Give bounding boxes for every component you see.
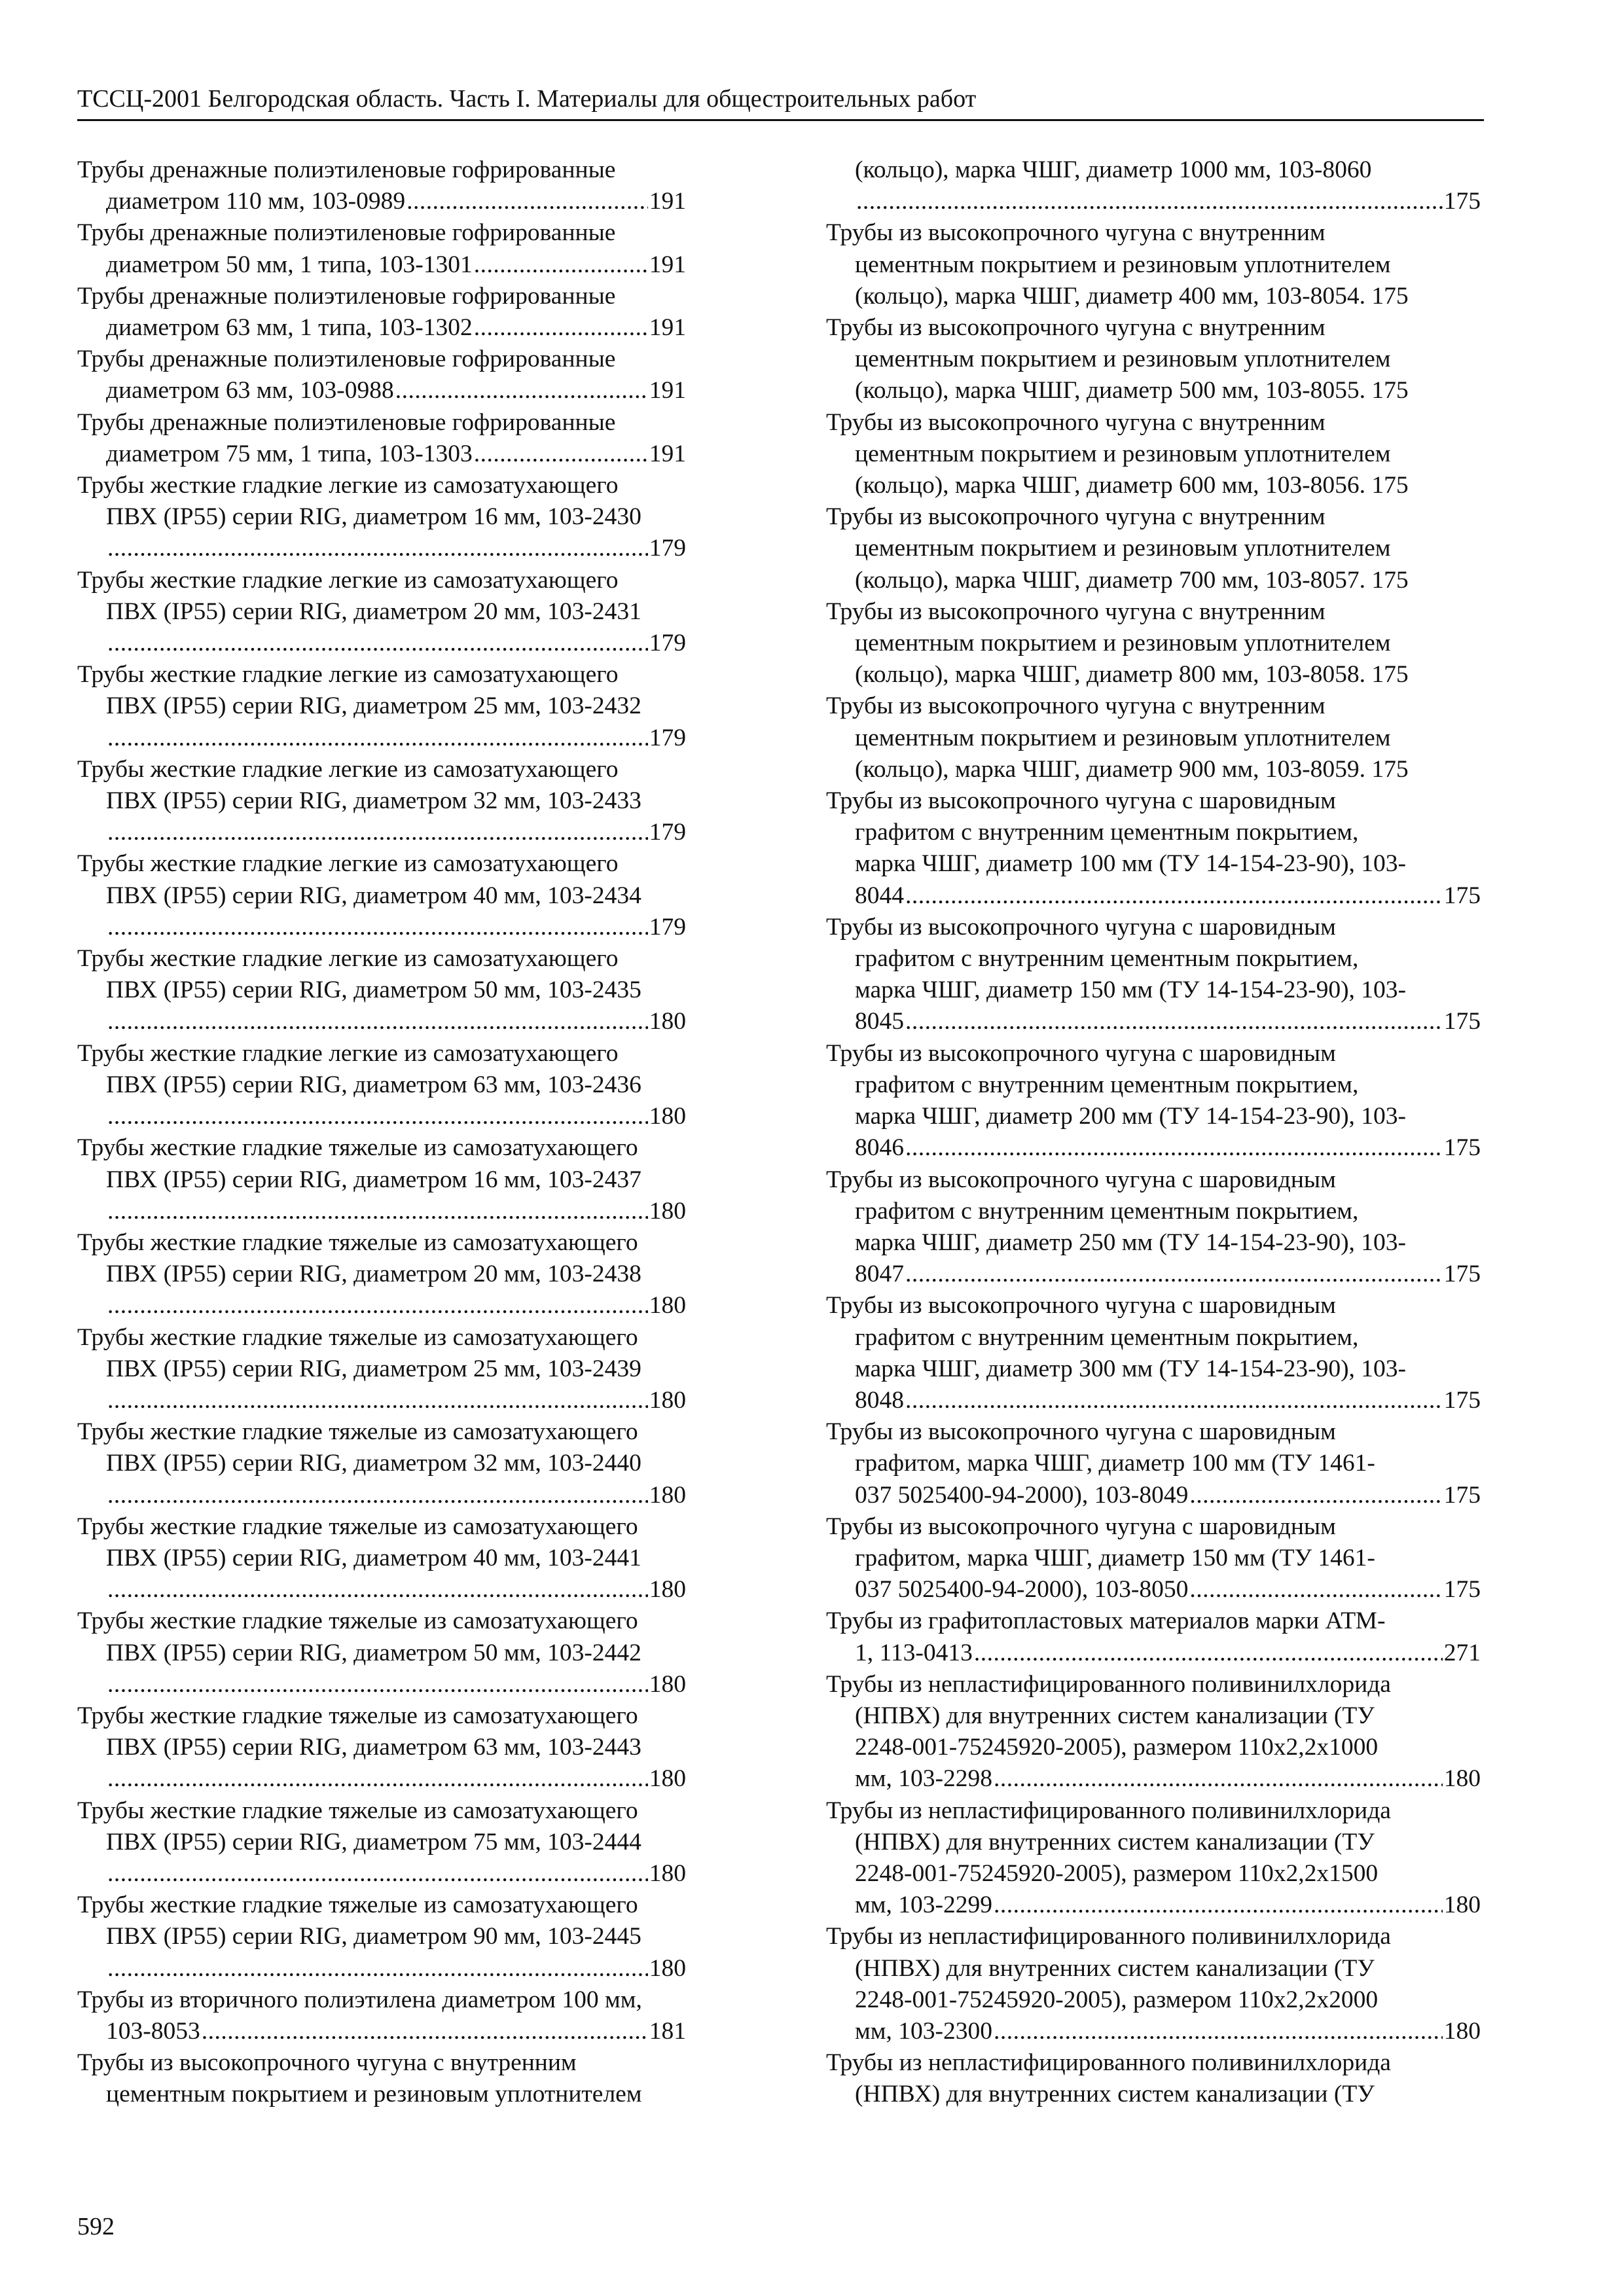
dot-leader bbox=[905, 880, 1443, 912]
index-entry bbox=[826, 1921, 1481, 2047]
entry-line: (кольцо), марка ЧШГ, диаметр 900 мм, 103-8059. 175 bbox=[855, 755, 1409, 783]
index-entry bbox=[77, 1605, 686, 1700]
entry-page-number: 179 bbox=[649, 724, 686, 751]
dot-leader bbox=[474, 249, 648, 281]
entry-line: 2248-001-75245920-2005), размером 110х2,2х1500 bbox=[855, 1859, 1379, 1887]
index-entry bbox=[77, 1984, 686, 2047]
entry-page-number: 175 bbox=[1443, 1576, 1481, 1604]
entry-line: ПВХ (IP55) серии RIG, диаметром 50 мм, 103-2435 bbox=[106, 977, 641, 1004]
dot-leader bbox=[107, 1196, 648, 1227]
entry-leader-line bbox=[77, 1763, 686, 1795]
index-entry bbox=[77, 1511, 686, 1606]
entry-leader-line bbox=[77, 1290, 686, 1321]
entry-line: ПВХ (IP55) серии RIG, диаметром 90 мм, 103-2445 bbox=[106, 1923, 641, 1950]
entry-line: Трубы из высокопрочного чугуна с внутренним bbox=[77, 2049, 577, 2077]
entry-page-number: 175 bbox=[1443, 1386, 1481, 1414]
entry-leader-line bbox=[826, 880, 1481, 912]
entry-leader-line bbox=[77, 628, 686, 659]
entry-page-number: 175 bbox=[1443, 882, 1481, 909]
index-entry bbox=[77, 344, 686, 406]
entry-page-number: 191 bbox=[649, 251, 686, 278]
dot-leader bbox=[107, 817, 648, 848]
dot-leader bbox=[994, 2016, 1443, 2047]
entry-line: графитом, марка ЧШГ, диаметр 150 мм (ТУ 1461- bbox=[855, 1544, 1375, 1571]
entry-page-number: 191 bbox=[649, 440, 686, 467]
entry-line: 2248-001-75245920-2005), размером 110х2,2х2000 bbox=[855, 1986, 1379, 2013]
entry-line: Трубы жесткие гладкие тяжелые из самозатухающего bbox=[77, 1323, 638, 1351]
entry-leader-line bbox=[77, 723, 686, 754]
entry-line: марка ЧШГ, диаметр 250 мм (ТУ 14-154-23-90), 103- bbox=[855, 1229, 1407, 1256]
entry-page-number: 180 bbox=[649, 1008, 686, 1035]
entry-line: Трубы жесткие гладкие тяжелые из самозатухающего bbox=[77, 1513, 638, 1540]
dot-leader bbox=[856, 186, 1443, 217]
index-entry bbox=[826, 1669, 1481, 1795]
index-entry bbox=[826, 785, 1481, 912]
entry-page-number: 181 bbox=[649, 2017, 686, 2045]
index-entry bbox=[77, 943, 686, 1038]
entry-leader-line bbox=[77, 249, 686, 281]
dot-leader bbox=[974, 1638, 1443, 1669]
dot-leader bbox=[474, 312, 648, 344]
entry-line: Трубы из непластифицированного поливинилхлорида bbox=[826, 1923, 1391, 1950]
index-entry bbox=[77, 281, 686, 344]
entry-line: ПВХ (IP55) серии RIG, диаметром 50 мм, 103-2442 bbox=[106, 1639, 641, 1666]
index-entry bbox=[826, 691, 1481, 785]
entry-page-number: 180 bbox=[649, 1103, 686, 1130]
index-column-left bbox=[77, 154, 686, 2111]
entry-line: Трубы из непластифицированного поливинилхлорида bbox=[826, 1670, 1391, 1698]
index-entry bbox=[77, 1132, 686, 1227]
entry-line: ПВХ (IP55) серии RIG, диаметром 25 мм, 103-2439 bbox=[106, 1355, 641, 1382]
index-entry bbox=[77, 217, 686, 280]
index-entry bbox=[826, 501, 1481, 596]
entry-line: цементным покрытием и резиновым уплотнителем bbox=[855, 251, 1391, 278]
dot-leader bbox=[107, 1385, 648, 1416]
entry-leader-line bbox=[826, 2016, 1481, 2047]
index-entry bbox=[77, 754, 686, 849]
entry-line: Трубы из высокопрочного чугуна с шаровидным bbox=[826, 1292, 1336, 1319]
dot-leader bbox=[1189, 1574, 1442, 1605]
entry-line: 8046 bbox=[855, 1134, 904, 1162]
entry-line: диаметром 63 мм, 103-0988 bbox=[106, 377, 394, 404]
index-entry bbox=[77, 848, 686, 943]
dot-leader bbox=[1189, 1480, 1442, 1511]
entry-page-number: 180 bbox=[649, 1481, 686, 1509]
entry-line: диаметром 50 мм, 1 типа, 103-1301 bbox=[106, 251, 473, 278]
entry-line: ПВХ (IP55) серии RIG, диаметром 75 мм, 103-2444 bbox=[106, 1828, 641, 1856]
entry-line: марка ЧШГ, диаметр 300 мм (ТУ 14-154-23-90), 103- bbox=[855, 1355, 1407, 1382]
entry-page-number: 180 bbox=[649, 1859, 686, 1887]
entry-page-number: 175 bbox=[1443, 1481, 1481, 1509]
dot-leader bbox=[905, 1006, 1443, 1037]
entry-line: Трубы из высокопрочного чугуна с шаровидным bbox=[826, 1418, 1336, 1446]
entry-leader-line bbox=[826, 1385, 1481, 1416]
entry-line: графитом, марка ЧШГ, диаметр 100 мм (ТУ 1461- bbox=[855, 1450, 1375, 1477]
dot-leader bbox=[107, 723, 648, 754]
entry-leader-line bbox=[77, 186, 686, 217]
dot-leader bbox=[107, 1858, 648, 1890]
index-entry bbox=[826, 312, 1481, 407]
entry-line: Трубы жесткие гладкие тяжелые из самозатухающего bbox=[77, 1229, 638, 1256]
entry-line: диаметром 63 мм, 1 типа, 103-1302 bbox=[106, 314, 473, 342]
index-entry bbox=[77, 1890, 686, 1984]
entry-line: (НПВХ) для внутренних систем канализации (ТУ bbox=[855, 2081, 1375, 2108]
entry-line: Трубы дренажные полиэтиленовые гофрированные bbox=[77, 219, 616, 247]
entry-leader-line bbox=[77, 1385, 686, 1416]
entry-line: Трубы дренажные полиэтиленовые гофрированные bbox=[77, 156, 616, 183]
entry-leader-line bbox=[826, 1574, 1481, 1605]
entry-leader-line bbox=[77, 2016, 686, 2047]
entry-leader-line bbox=[77, 1101, 686, 1132]
entry-line: Трубы жесткие гладкие легкие из самозатухающего bbox=[77, 755, 619, 783]
entry-line: Трубы из непластифицированного поливинилхлорида bbox=[826, 2049, 1391, 2077]
entry-leader-line bbox=[826, 1259, 1481, 1290]
entry-page-number: 191 bbox=[649, 314, 686, 342]
index-entry bbox=[826, 217, 1481, 312]
entry-leader-line bbox=[826, 1480, 1481, 1511]
entry-line: цементным покрытием и резиновым уплотнителем bbox=[106, 2081, 642, 2108]
index-entry bbox=[826, 1038, 1481, 1164]
entry-line: Трубы из высокопрочного чугуна с внутренним bbox=[826, 503, 1326, 531]
dot-leader bbox=[905, 1132, 1443, 1164]
entry-line: графитом с внутренним цементным покрытием, bbox=[855, 1071, 1359, 1098]
entry-line: (кольцо), марка ЧШГ, диаметр 700 мм, 103-8057. 175 bbox=[855, 566, 1409, 594]
entry-line: графитом с внутренним цементным покрытием, bbox=[855, 819, 1359, 846]
page-number: 592 bbox=[77, 2213, 115, 2240]
entry-line: графитом с внутренним цементным покрытием, bbox=[855, 1323, 1359, 1351]
entry-line: Трубы жесткие гладкие легкие из самозатухающего bbox=[77, 661, 619, 689]
index-entry bbox=[77, 1795, 686, 1890]
entry-leader-line bbox=[826, 1638, 1481, 1669]
entry-leader-line bbox=[826, 1890, 1481, 1921]
index-entry bbox=[826, 596, 1481, 691]
entry-line: (кольцо), марка ЧШГ, диаметр 800 мм, 103-8058. 175 bbox=[855, 661, 1409, 689]
index-entry bbox=[77, 154, 686, 217]
entry-leader-line bbox=[77, 817, 686, 848]
entry-line: Трубы жесткие гладкие легкие из самозатухающего bbox=[77, 945, 619, 973]
entry-leader-line bbox=[77, 1953, 686, 1984]
index-entry bbox=[77, 659, 686, 754]
entry-leader-line bbox=[77, 1574, 686, 1605]
entry-line: 8047 bbox=[855, 1261, 904, 1288]
entry-line: Трубы из непластифицированного поливинилхлорида bbox=[826, 1797, 1391, 1824]
entry-line: Трубы из высокопрочного чугуна с внутренним bbox=[826, 408, 1326, 436]
entry-page-number: 179 bbox=[649, 630, 686, 657]
entry-page-number: 180 bbox=[1443, 1892, 1481, 1919]
entry-line: 037 5025400-94-2000), 103-8049 bbox=[855, 1481, 1189, 1509]
index-entry bbox=[826, 1290, 1481, 1416]
index-entry bbox=[826, 1605, 1481, 1668]
entry-line: Трубы жесткие гладкие тяжелые из самозатухающего bbox=[77, 1797, 638, 1824]
entry-leader-line bbox=[77, 439, 686, 470]
entry-line: Трубы дренажные полиэтиленовые гофрированные bbox=[77, 408, 616, 436]
dot-leader bbox=[107, 1953, 648, 1984]
dot-leader bbox=[107, 1669, 648, 1700]
entry-page-number: 180 bbox=[649, 1292, 686, 1319]
dot-leader bbox=[107, 1006, 648, 1037]
entry-line: 037 5025400-94-2000), 103-8050 bbox=[855, 1576, 1189, 1604]
entry-line: ПВХ (IP55) серии RIG, диаметром 63 мм, 103-2443 bbox=[106, 1734, 641, 1761]
entry-page-number: 180 bbox=[649, 1197, 686, 1225]
index-entry bbox=[77, 1227, 686, 1322]
entry-line: Трубы жесткие гладкие тяжелые из самозатухающего bbox=[77, 1702, 638, 1729]
entry-line: Трубы жесткие гладкие легкие из самозатухающего bbox=[77, 472, 619, 499]
entry-line: ПВХ (IP55) серии RIG, диаметром 20 мм, 103-2431 bbox=[106, 598, 641, 625]
entry-line: Трубы жесткие гладкие тяжелые из самозатухающего bbox=[77, 1607, 638, 1635]
entry-line: (НПВХ) для внутренних систем канализации (ТУ bbox=[855, 1828, 1375, 1856]
entry-line: ПВХ (IP55) серии RIG, диаметром 40 мм, 103-2441 bbox=[106, 1544, 641, 1571]
entry-line: Трубы жесткие гладкие тяжелые из самозатухающего bbox=[77, 1134, 638, 1162]
entry-line: Трубы из высокопрочного чугуна с внутренним bbox=[826, 219, 1326, 247]
entry-page-number: 180 bbox=[1443, 1765, 1481, 1793]
entry-line: 8044 bbox=[855, 882, 904, 909]
entry-line: Трубы из вторичного полиэтилена диаметром 100 мм, bbox=[77, 1986, 642, 2013]
index-entry bbox=[826, 1795, 1481, 1922]
entry-page-number: 180 bbox=[649, 1954, 686, 1982]
entry-page-number: 179 bbox=[649, 913, 686, 941]
entry-line: Трубы из высокопрочного чугуна с шаровидным bbox=[826, 1166, 1336, 1193]
entry-line: цементным покрытием и резиновым уплотнителем bbox=[855, 724, 1391, 751]
entry-leader-line bbox=[77, 1669, 686, 1700]
index-entry bbox=[826, 1164, 1481, 1291]
entry-page-number: 175 bbox=[1443, 1008, 1481, 1035]
entry-line: Трубы из высокопрочного чугуна с внутренним bbox=[826, 598, 1326, 625]
entry-line: Трубы жесткие гладкие легкие из самозатухающего bbox=[77, 566, 619, 594]
entry-page-number: 175 bbox=[1443, 1261, 1481, 1288]
entry-line: диаметром 110 мм, 103-0989 bbox=[106, 188, 406, 215]
entry-line: графитом с внутренним цементным покрытием, bbox=[855, 945, 1359, 973]
dot-leader bbox=[107, 533, 648, 564]
entry-line: диаметром 75 мм, 1 типа, 103-1303 bbox=[106, 440, 473, 467]
entry-line: (кольцо), марка ЧШГ, диаметр 1000 мм, 103-8060 bbox=[855, 156, 1372, 183]
entry-leader-line bbox=[826, 186, 1481, 217]
dot-leader bbox=[994, 1890, 1443, 1921]
entry-leader-line bbox=[77, 1006, 686, 1037]
entry-line: (кольцо), марка ЧШГ, диаметр 600 мм, 103-8056. 175 bbox=[855, 472, 1409, 499]
entry-leader-line bbox=[826, 1763, 1481, 1795]
index-entry bbox=[77, 1322, 686, 1417]
entry-page-number: 191 bbox=[649, 188, 686, 215]
index-entry bbox=[77, 1038, 686, 1133]
dot-leader bbox=[107, 1290, 648, 1321]
entry-line: Трубы дренажные полиэтиленовые гофрированные bbox=[77, 282, 616, 310]
running-header: ТССЦ-2001 Белгородская область. Часть I. Материалы для общестроительных работ bbox=[77, 84, 1484, 121]
entry-page-number: 180 bbox=[1443, 2017, 1481, 2045]
index-entry bbox=[77, 565, 686, 660]
index-entry bbox=[77, 2047, 686, 2110]
entry-leader-line bbox=[77, 1858, 686, 1890]
entry-page-number: 191 bbox=[649, 377, 686, 404]
entry-leader-line bbox=[77, 1480, 686, 1511]
entry-leader-line bbox=[77, 312, 686, 344]
entry-line: Трубы жесткие гладкие тяжелые из самозатухающего bbox=[77, 1892, 638, 1919]
entry-page-number: 180 bbox=[649, 1576, 686, 1604]
entry-line: марка ЧШГ, диаметр 200 мм (ТУ 14-154-23-90), 103- bbox=[855, 1103, 1407, 1130]
entry-line: мм, 103-2298 bbox=[855, 1765, 992, 1793]
entry-line: Трубы из высокопрочного чугуна с шаровидным bbox=[826, 1513, 1336, 1540]
dot-leader bbox=[905, 1259, 1443, 1290]
dot-leader bbox=[107, 912, 648, 943]
entry-line: Трубы дренажные полиэтиленовые гофрированные bbox=[77, 346, 616, 373]
dot-leader bbox=[406, 186, 648, 217]
entry-line: мм, 103-2300 bbox=[855, 2017, 992, 2045]
dot-leader bbox=[202, 2016, 648, 2047]
index-entry bbox=[826, 2047, 1481, 2110]
index-entry bbox=[77, 407, 686, 470]
entry-line: цементным покрытием и резиновым уплотнителем bbox=[855, 346, 1391, 373]
entry-line: (кольцо), марка ЧШГ, диаметр 500 мм, 103-8055. 175 bbox=[855, 377, 1409, 404]
dot-leader bbox=[905, 1385, 1443, 1416]
entry-leader-line bbox=[826, 1132, 1481, 1164]
entry-line: (НПВХ) для внутренних систем канализации (ТУ bbox=[855, 1702, 1375, 1729]
entry-page-number: 179 bbox=[649, 819, 686, 846]
entry-line: Трубы жесткие гладкие тяжелые из самозатухающего bbox=[77, 1418, 638, 1446]
dot-leader bbox=[474, 439, 648, 470]
entry-page-number: 175 bbox=[1443, 188, 1481, 215]
entry-leader-line bbox=[77, 375, 686, 406]
dot-leader bbox=[994, 1763, 1443, 1795]
entry-line: марка ЧШГ, диаметр 150 мм (ТУ 14-154-23-90), 103- bbox=[855, 977, 1407, 1004]
entry-line: ПВХ (IP55) серии RIG, диаметром 32 мм, 103-2433 bbox=[106, 787, 641, 815]
index-entry bbox=[826, 912, 1481, 1038]
index-column-right bbox=[826, 154, 1481, 2111]
entry-line: ПВХ (IP55) серии RIG, диаметром 63 мм, 103-2436 bbox=[106, 1071, 641, 1098]
entry-line: ПВХ (IP55) серии RIG, диаметром 16 мм, 103-2437 bbox=[106, 1166, 641, 1193]
entry-page-number: 180 bbox=[649, 1386, 686, 1414]
entry-line: графитом с внутренним цементным покрытием, bbox=[855, 1197, 1359, 1225]
entry-line: марка ЧШГ, диаметр 100 мм (ТУ 14-154-23-90), 103- bbox=[855, 850, 1407, 878]
entry-line: ПВХ (IP55) серии RIG, диаметром 32 мм, 103-2440 bbox=[106, 1450, 641, 1477]
index-entry bbox=[826, 1511, 1481, 1606]
dot-leader bbox=[107, 628, 648, 659]
entry-line: цементным покрытием и резиновым уплотнителем bbox=[855, 630, 1391, 657]
entry-line: ПВХ (IP55) серии RIG, диаметром 16 мм, 103-2430 bbox=[106, 503, 641, 531]
entry-line: ПВХ (IP55) серии RIG, диаметром 25 мм, 103-2432 bbox=[106, 692, 641, 720]
entry-line: 8048 bbox=[855, 1386, 904, 1414]
entry-page-number: 175 bbox=[1443, 1134, 1481, 1162]
entry-line: ПВХ (IP55) серии RIG, диаметром 40 мм, 103-2434 bbox=[106, 882, 641, 909]
entry-line: Трубы из высокопрочного чугуна с внутренним bbox=[826, 314, 1326, 342]
entry-line: 103-8053 bbox=[106, 2017, 200, 2045]
entry-leader-line bbox=[77, 1196, 686, 1227]
entry-page-number: 180 bbox=[649, 1670, 686, 1698]
dot-leader bbox=[107, 1480, 648, 1511]
entry-line: (НПВХ) для внутренних систем канализации (ТУ bbox=[855, 1954, 1375, 1982]
dot-leader bbox=[107, 1574, 648, 1605]
entry-line: Трубы жесткие гладкие легкие из самозатухающего bbox=[77, 850, 619, 878]
entry-line: Трубы жесткие гладкие легкие из самозатухающего bbox=[77, 1039, 619, 1067]
entry-line: ПВХ (IP55) серии RIG, диаметром 20 мм, 103-2438 bbox=[106, 1261, 641, 1288]
entry-page-number: 179 bbox=[649, 535, 686, 562]
index-entry bbox=[77, 1416, 686, 1511]
entry-line: 2248-001-75245920-2005), размером 110х2,2х1000 bbox=[855, 1734, 1379, 1761]
index-entry bbox=[826, 407, 1481, 502]
entry-line: Трубы из высокопрочного чугуна с внутренним bbox=[826, 692, 1326, 720]
index-entry bbox=[826, 1416, 1481, 1511]
entry-page-number: 180 bbox=[649, 1765, 686, 1793]
entry-line: Трубы из высокопрочного чугуна с шаровидным bbox=[826, 913, 1336, 941]
entry-line: 1, 113-0413 bbox=[855, 1639, 973, 1666]
index-entry bbox=[826, 154, 1481, 217]
entry-line: 8045 bbox=[855, 1008, 904, 1035]
entry-line: мм, 103-2299 bbox=[855, 1892, 992, 1919]
entry-leader-line bbox=[77, 533, 686, 564]
entry-leader-line bbox=[826, 1006, 1481, 1037]
entry-line: Трубы из графитопластовых материалов марки АТМ- bbox=[826, 1607, 1386, 1635]
entry-leader-line bbox=[77, 912, 686, 943]
dot-leader bbox=[395, 375, 648, 406]
entry-line: Трубы из высокопрочного чугуна с шаровидным bbox=[826, 787, 1336, 815]
index-entry bbox=[77, 1700, 686, 1795]
entry-line: цементным покрытием и резиновым уплотнителем bbox=[855, 535, 1391, 562]
dot-leader bbox=[107, 1101, 648, 1132]
entry-line: Трубы из высокопрочного чугуна с шаровидным bbox=[826, 1039, 1336, 1067]
dot-leader bbox=[107, 1763, 648, 1795]
entry-page-number: 271 bbox=[1443, 1639, 1481, 1666]
entry-line: (кольцо), марка ЧШГ, диаметр 400 мм, 103-8054. 175 bbox=[855, 282, 1409, 310]
index-entry bbox=[77, 470, 686, 565]
entry-line: цементным покрытием и резиновым уплотнителем bbox=[855, 440, 1391, 467]
